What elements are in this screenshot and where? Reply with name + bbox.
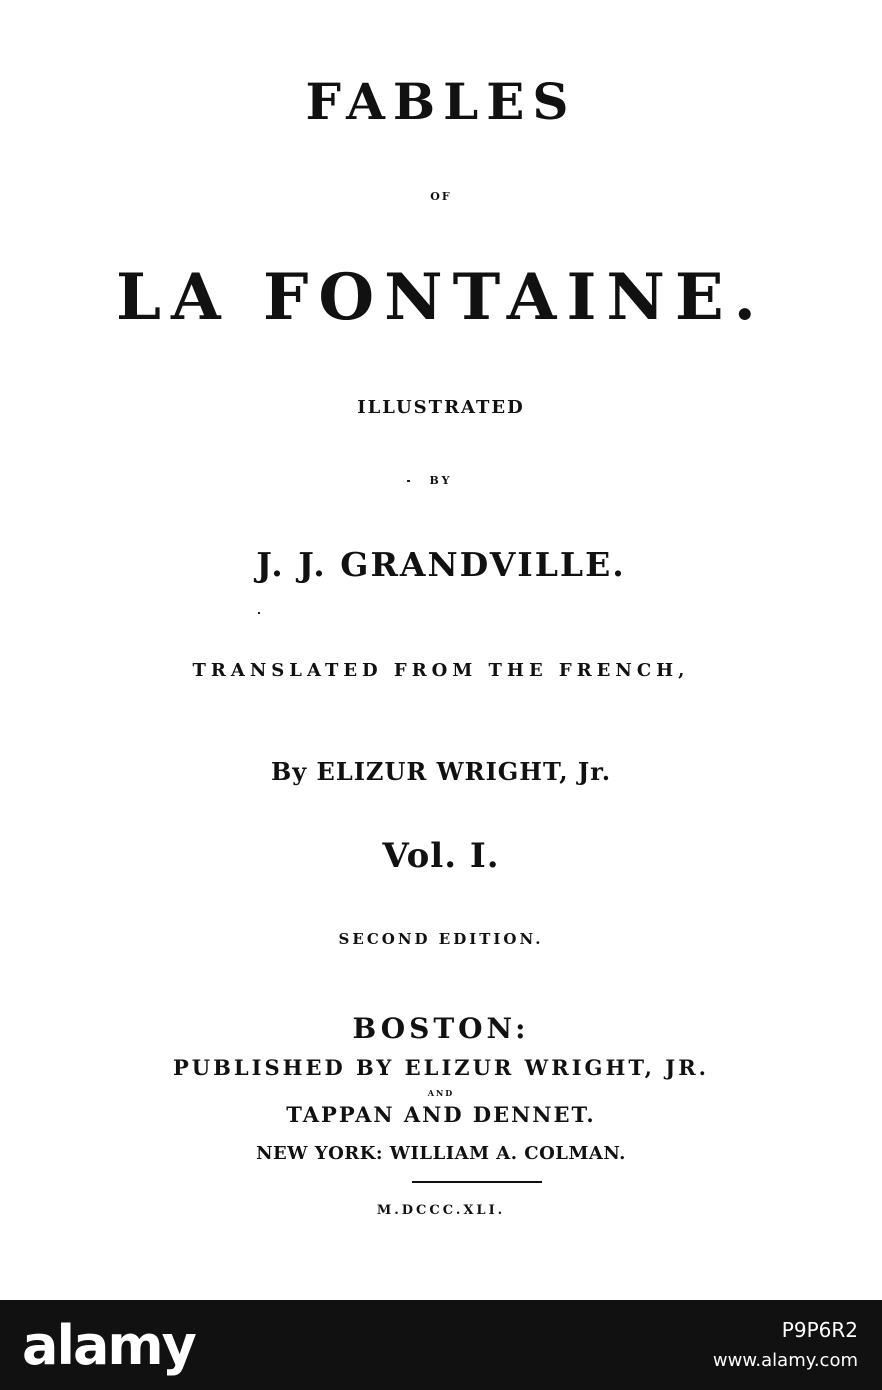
ink-speck <box>258 612 260 614</box>
divider-rule <box>412 1181 542 1183</box>
translated-label: TRANSLATED FROM THE FRENCH, <box>192 660 690 681</box>
title-line-2: LA FONTAINE. <box>116 260 766 335</box>
artist-name: J. J. GRANDVILLE. <box>256 545 626 584</box>
volume-number: Vol. I. <box>382 836 500 876</box>
publisher-and: AND <box>427 1088 455 1098</box>
title-of: OF <box>430 190 452 203</box>
title-line-1: FABLES <box>305 72 577 131</box>
publication-city: BOSTON: <box>352 1012 530 1045</box>
publication-year: M.DCCC.XLI. <box>376 1203 506 1218</box>
edition-label: SECOND EDITION. <box>338 930 544 948</box>
illustrated-label: ILLUSTRATED <box>357 397 525 418</box>
watermark-footer <box>0 1300 882 1390</box>
alamy-logo: alamy <box>22 1314 195 1377</box>
new-york-publisher: NEW YORK: WILLIAM A. COLMAN. <box>256 1143 626 1164</box>
publisher-line-1: PUBLISHED BY ELIZUR WRIGHT, JR. <box>173 1055 709 1080</box>
ink-speck <box>407 480 410 482</box>
publisher-line-2: TAPPAN AND DENNET. <box>286 1102 596 1127</box>
by-label: BY <box>429 474 453 487</box>
site-url: www.alamy.com <box>712 1350 858 1371</box>
translator-name: By ELIZUR WRIGHT, Jr. <box>270 757 612 786</box>
image-id: P9P6R2 <box>781 1318 858 1342</box>
